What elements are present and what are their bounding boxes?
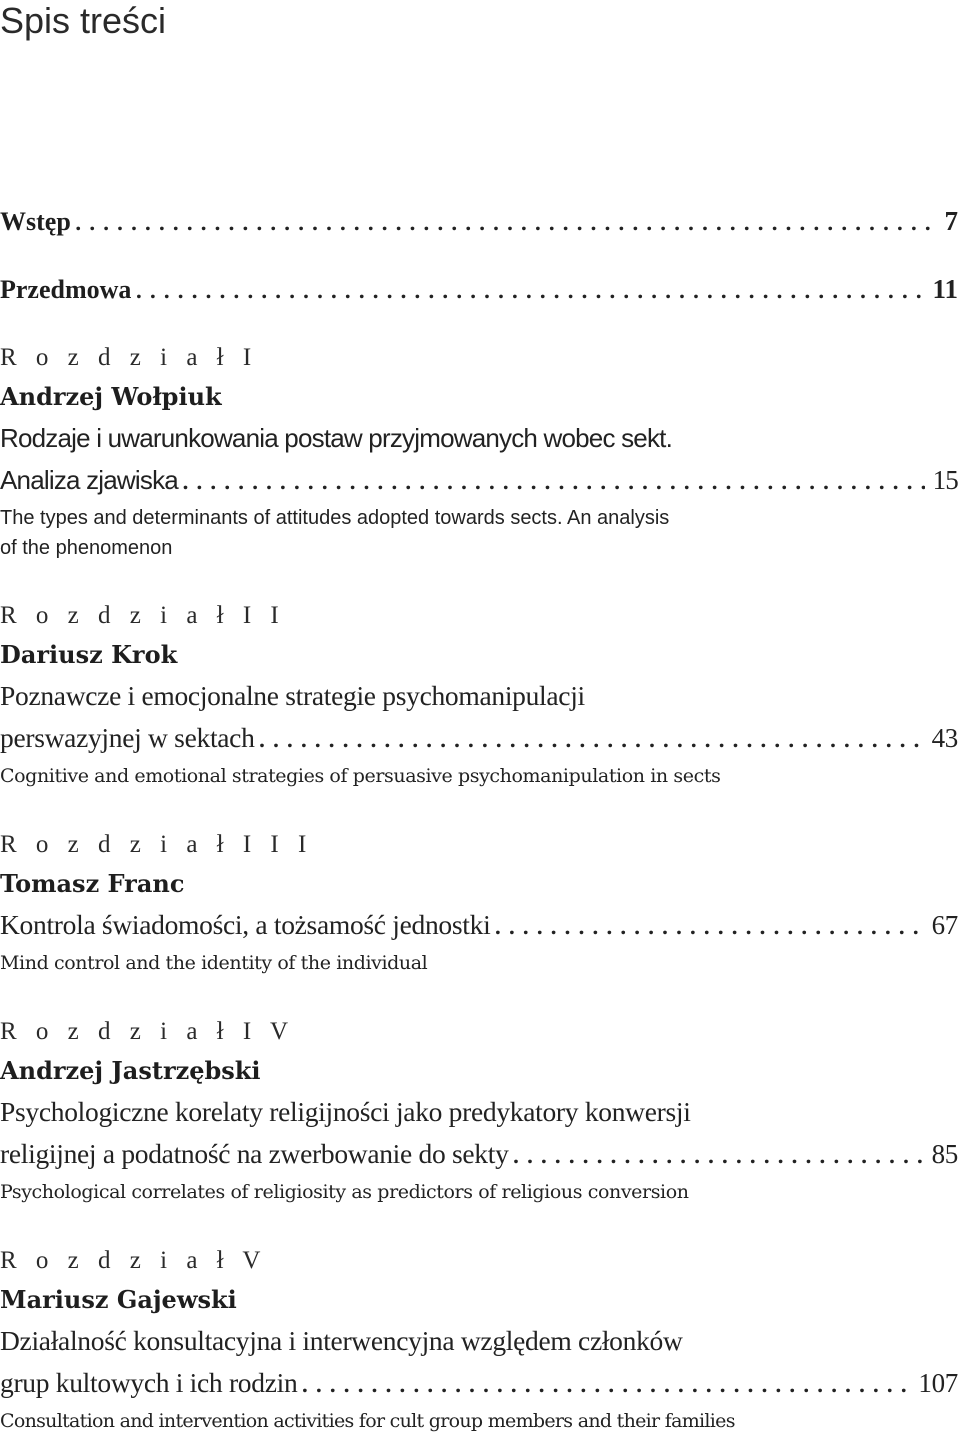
dot-leader — [301, 1364, 910, 1406]
chapter-5[interactable] — [0, 1242, 958, 1436]
chapter-title-pl-line: religijnej a podatność na zwerbowanie do sekty — [0, 1138, 509, 1169]
dot-leader — [513, 1135, 924, 1177]
chapter-label: R o z d z i a ł I I I — [0, 831, 313, 858]
chapter-title-pl-line: Działalność konsultacyjna i interwencyjna względem członków — [0, 1325, 683, 1356]
chapter-label: R o z d z i a ł I V — [0, 1018, 295, 1045]
toc-page-number: 7 — [944, 206, 958, 236]
toc-entry-wstep[interactable] — [0, 206, 958, 244]
chapter-title-pl-line: Poznawcze i emocjonalne strategie psychomanipulacji — [0, 680, 585, 711]
toc-entry-title: Przedmowa — [0, 275, 132, 304]
chapter-title-pl-line: Psychologiczne korelaty religijności jako predykatory konwersji — [0, 1096, 691, 1127]
chapter-4[interactable] — [0, 1013, 958, 1207]
toc-page-number: 11 — [932, 274, 958, 304]
chapter-title-pl-line: Kontrola świadomości, a tożsamość jednostki — [0, 909, 491, 940]
chapter-author: Mariusz Gajewski — [0, 1285, 237, 1314]
chapter-label: R o z d z i a ł I I — [0, 602, 286, 629]
chapter-title-pl-last-line — [0, 717, 958, 761]
chapter-title-en-line: Consultation and intervention activities for cult group members and their families — [0, 1410, 735, 1432]
dot-leader — [182, 461, 925, 503]
page-title: Spis treści — [0, 0, 167, 41]
chapter-title-en-line: Psychological correlates of religiosity as predictors of religious conversion — [0, 1181, 689, 1203]
chapter-title-en-line: Cognitive and emotional strategies of persuasive psychomanipulation in sects — [0, 765, 721, 787]
chapter-1[interactable] — [0, 339, 958, 563]
chapter-author: Andrzej Wołpiuk — [0, 382, 222, 411]
chapter-3[interactable] — [0, 826, 958, 978]
chapter-title-pl-line: perswazyjnej w sektach — [0, 722, 255, 753]
table-of-contents — [0, 206, 958, 312]
toc-page-number: 15 — [932, 465, 958, 495]
chapter-title-pl-line: Rodzaje i uwarunkowania postaw przyjmowanych wobec sekt. — [0, 423, 672, 453]
chapter-title-en-line: The types and determinants of attitudes adopted towards sects. An analysis — [0, 507, 670, 529]
chapter-title-en-line: of the phenomenon — [0, 537, 173, 559]
dot-leader — [75, 211, 937, 235]
toc-page-number: 67 — [931, 910, 958, 940]
toc-page-number: 43 — [931, 723, 958, 753]
toc-page-number: 85 — [931, 1139, 958, 1169]
chapter-title-pl-last-line — [0, 904, 958, 948]
dot-leader — [135, 279, 924, 303]
chapter-title-pl-last-line — [0, 459, 958, 503]
dot-leader — [494, 906, 923, 948]
chapter-title-pl-line: Analiza zjawiska — [0, 465, 178, 495]
chapter-label: R o z d z i a ł I — [0, 344, 258, 371]
chapter-title-pl-line: grup kultowych i ich rodzin — [0, 1367, 298, 1398]
chapter-title-pl-last-line — [0, 1133, 958, 1177]
toc-page-number: 107 — [918, 1368, 958, 1398]
chapter-author: Andrzej Jastrzębski — [0, 1056, 261, 1085]
chapter-label: R o z d z i a ł V — [0, 1247, 267, 1274]
chapter-2[interactable] — [0, 597, 958, 791]
dot-leader — [259, 719, 924, 761]
toc-entry-title: Wstęp — [0, 207, 71, 236]
chapter-title-en-line: Mind control and the identity of the individual — [0, 952, 428, 974]
chapter-title-pl-last-line — [0, 1362, 958, 1406]
toc-entry-przedmowa[interactable] — [0, 274, 958, 312]
chapter-author: Dariusz Krok — [0, 640, 178, 669]
chapter-author: Tomasz Franc — [0, 869, 185, 898]
